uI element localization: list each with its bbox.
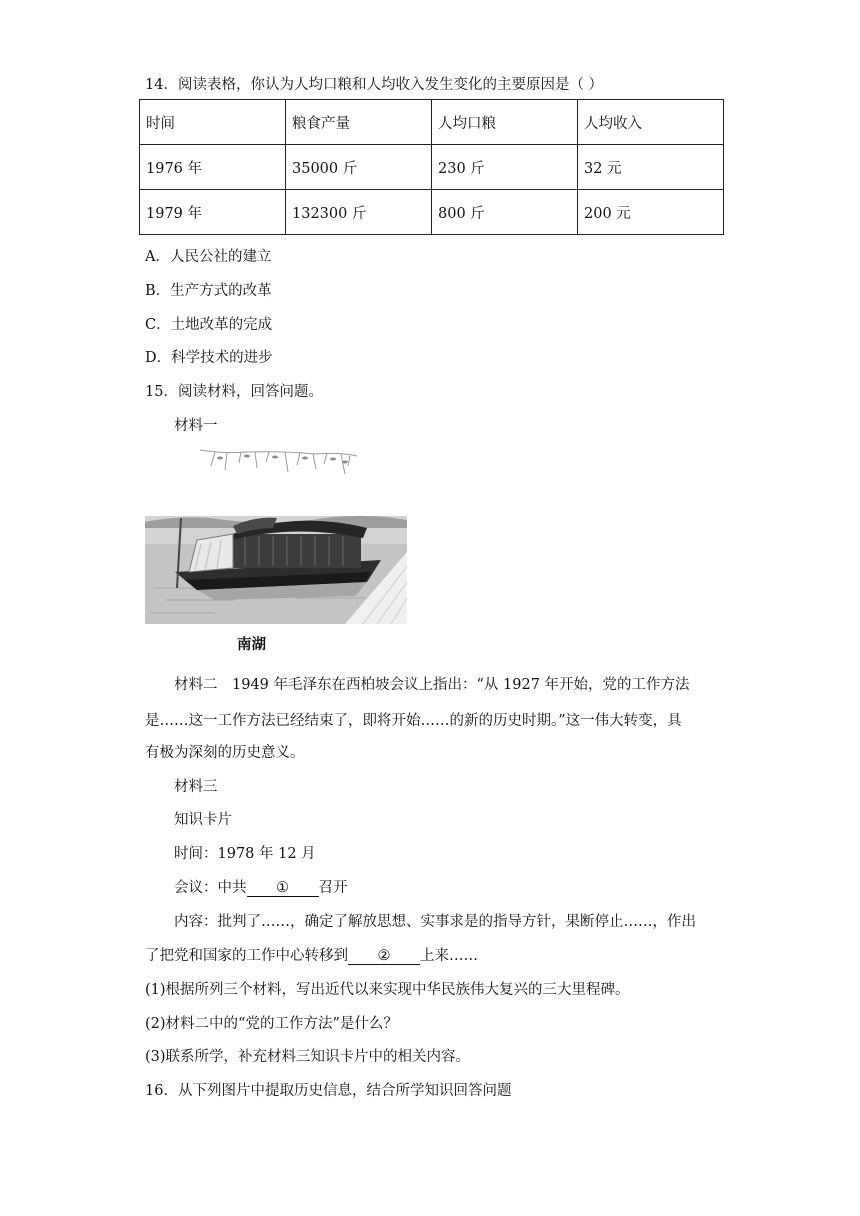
material-2-line-1: 材料二 1949 年毛泽东在西柏坡会议上指出：“从 1927 年开始，党的工作方法	[174, 677, 690, 693]
option-d: D．科学技术的进步	[145, 350, 273, 366]
knowledge-card-title: 知识卡片	[174, 812, 232, 828]
card-content-prefix: 了把党和国家的工作中心转移到	[145, 948, 348, 964]
card-content-line-1: 内容：批判了……，确定了解放思想、实事求是的指导方针，果断停止……，作出	[174, 914, 696, 930]
card-meeting-suffix: 召开	[318, 880, 348, 896]
blank-2: ②	[348, 948, 420, 965]
card-content-line-2	[145, 944, 478, 965]
material-2-line-2: 是……这一工作方法已经结束了，即将开始……的新的历史时期。”这一伟大转变，具	[145, 713, 682, 729]
table-cell: 230 斤	[432, 145, 578, 190]
table-cell: 132300 斤	[286, 190, 432, 235]
table-cell: 800 斤	[432, 190, 578, 235]
q16-stem: 16．从下列图片中提取历史信息，结合所学知识回答问题	[145, 1083, 512, 1099]
sub-question-2: (2)材料二中的“党的工作方法”是什么？	[145, 1016, 398, 1032]
material-3-label: 材料三	[174, 779, 218, 795]
table-cell: 200 元	[578, 190, 724, 235]
table-header: 时间	[140, 100, 286, 145]
sub-question-1: (1)根据所列三个材料，写出近代以来实现中华民族伟大复兴的三大里程碑。	[145, 982, 630, 998]
q14-stem: 14．阅读表格，你认为人均口粮和人均收入发生变化的主要原因是（ ）	[145, 77, 604, 93]
material-2-line-3: 有极为深刻的历史意义。	[145, 745, 305, 761]
blank-1: ①	[247, 880, 319, 897]
table-header-row	[140, 100, 724, 145]
table-header: 人均口粮	[432, 100, 578, 145]
card-meeting	[174, 876, 348, 897]
table-cell: 32 元	[578, 145, 724, 190]
card-meeting-prefix: 会议：中共	[174, 880, 247, 896]
table-header: 粮食产量	[286, 100, 432, 145]
card-content-suffix: 上来……	[420, 948, 478, 964]
data-table	[139, 99, 724, 235]
table-cell: 35000 斤	[286, 145, 432, 190]
nanhu-boat-photo	[145, 448, 407, 624]
option-c: C．土地改革的完成	[145, 317, 273, 333]
table-row	[140, 190, 724, 235]
option-b: B．生产方式的改革	[145, 283, 272, 299]
image-caption: 南湖	[237, 637, 266, 653]
sub-question-3: (3)联系所学，补充材料三知识卡片中的相关内容。	[145, 1049, 471, 1065]
table-cell: 1979 年	[140, 190, 286, 235]
table-row	[140, 145, 724, 190]
option-a: A．人民公社的建立	[145, 249, 272, 265]
q15-stem: 15．阅读材料，回答问题。	[145, 384, 323, 400]
table-cell: 1976 年	[140, 145, 286, 190]
card-time: 时间：1978 年 12 月	[174, 846, 316, 862]
table-header: 人均收入	[578, 100, 724, 145]
material-1-label: 材料一	[174, 418, 218, 434]
